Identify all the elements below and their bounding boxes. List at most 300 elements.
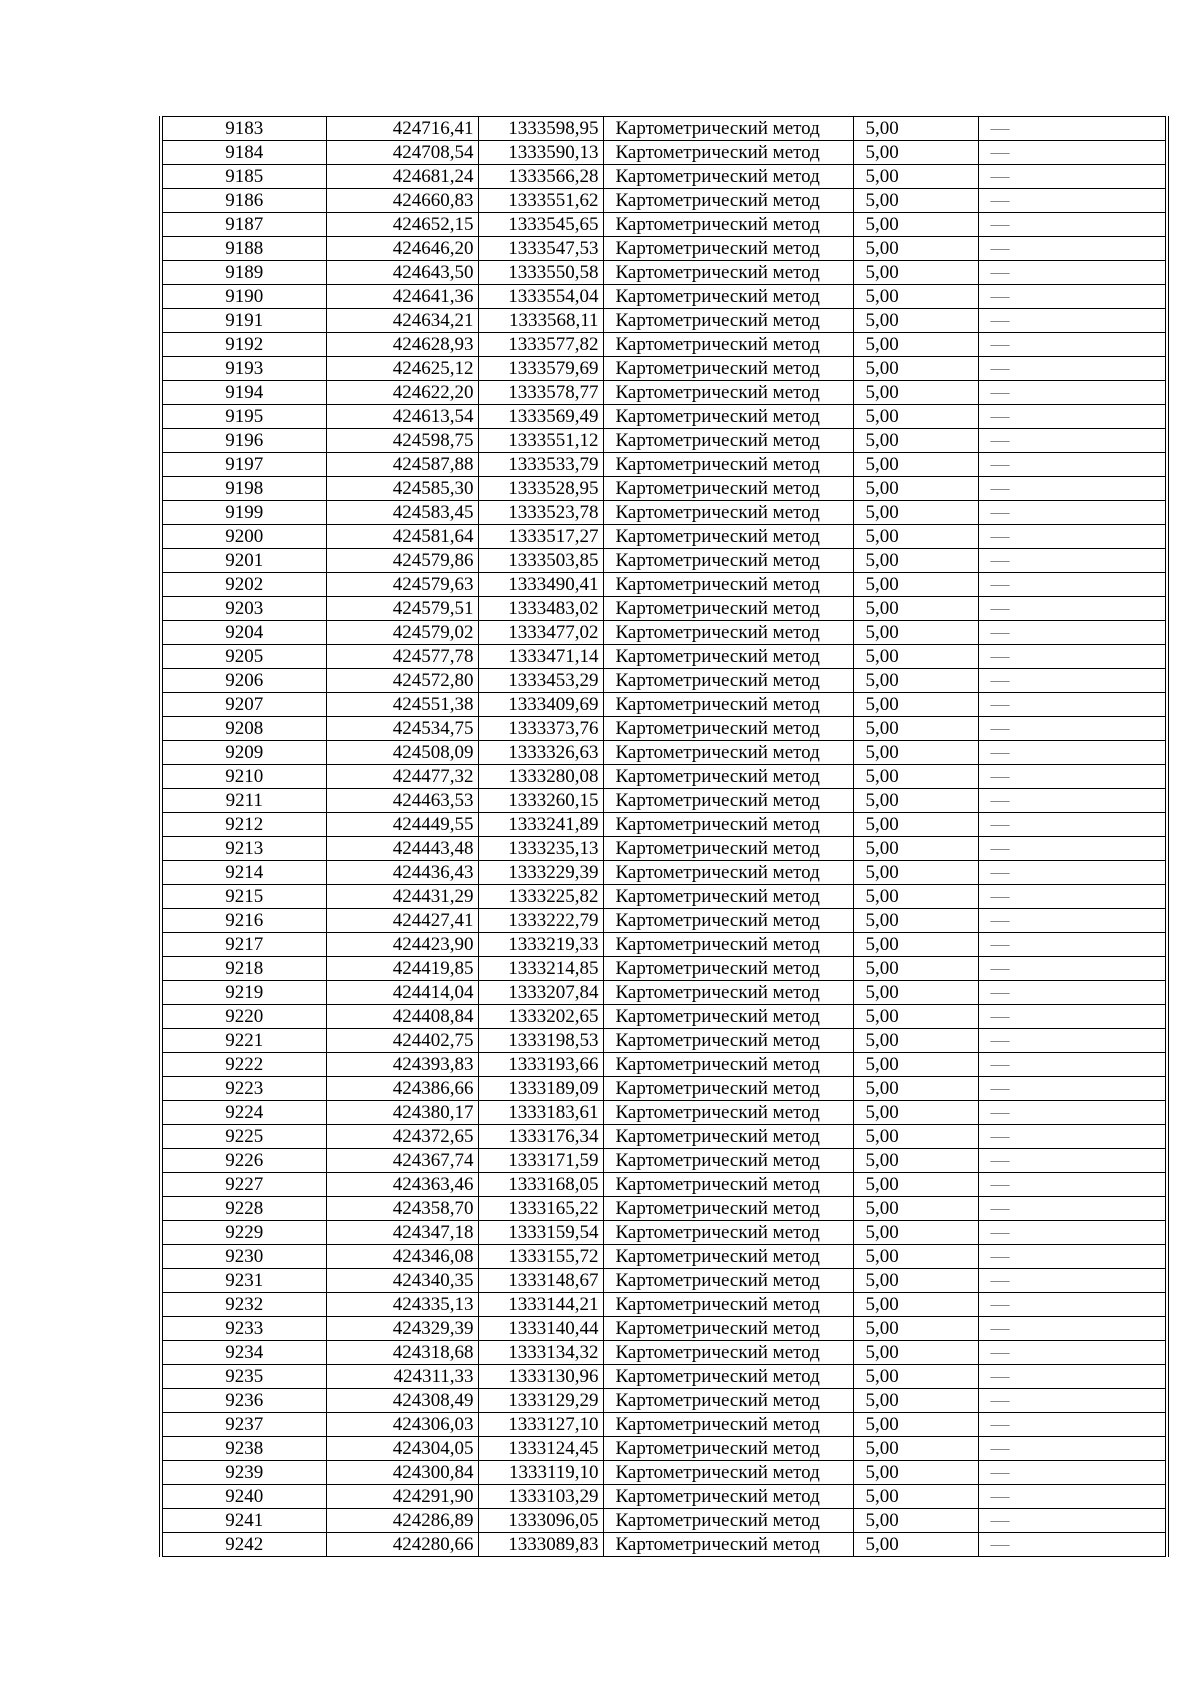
- x-coordinate-cell: 424329,39: [326, 1317, 478, 1341]
- description-cell: —: [978, 453, 1167, 477]
- x-coordinate-cell: 424581,64: [326, 525, 478, 549]
- method-cell: Картометрический метод: [603, 1365, 853, 1389]
- point-number-cell: 9227: [161, 1173, 326, 1197]
- x-coordinate-cell: 424408,84: [326, 1005, 478, 1029]
- description-cell: —: [978, 1389, 1167, 1413]
- table-row: [161, 237, 1167, 261]
- table-row: [161, 1029, 1167, 1053]
- y-coordinate-cell: 1333490,41: [478, 573, 603, 597]
- y-coordinate-cell: 1333202,65: [478, 1005, 603, 1029]
- point-number-cell: 9209: [161, 741, 326, 765]
- method-cell: Картометрический метод: [603, 405, 853, 429]
- x-coordinate-cell: 424431,29: [326, 885, 478, 909]
- description-cell: —: [978, 525, 1167, 549]
- y-coordinate-cell: 1333477,02: [478, 621, 603, 645]
- accuracy-cell: 5,00: [853, 669, 978, 693]
- x-coordinate-cell: 424587,88: [326, 453, 478, 477]
- description-cell: —: [978, 477, 1167, 501]
- description-cell: —: [978, 429, 1167, 453]
- x-coordinate-cell: 424443,48: [326, 837, 478, 861]
- table-row: [161, 549, 1167, 573]
- point-number-cell: 9232: [161, 1293, 326, 1317]
- y-coordinate-cell: 1333554,04: [478, 285, 603, 309]
- table-row: [161, 1437, 1167, 1461]
- method-cell: Картометрический метод: [603, 477, 853, 501]
- y-coordinate-cell: 1333590,13: [478, 141, 603, 165]
- description-cell: —: [978, 1005, 1167, 1029]
- table-row: [161, 477, 1167, 501]
- description-cell: —: [978, 981, 1167, 1005]
- y-coordinate-cell: 1333130,96: [478, 1365, 603, 1389]
- y-coordinate-cell: 1333144,21: [478, 1293, 603, 1317]
- method-cell: Картометрический метод: [603, 213, 853, 237]
- description-cell: —: [978, 501, 1167, 525]
- description-cell: —: [978, 1341, 1167, 1365]
- table-row: [161, 1293, 1167, 1317]
- accuracy-cell: 5,00: [853, 429, 978, 453]
- accuracy-cell: 5,00: [853, 1461, 978, 1485]
- accuracy-cell: 5,00: [853, 597, 978, 621]
- accuracy-cell: 5,00: [853, 885, 978, 909]
- method-cell: Картометрический метод: [603, 117, 853, 141]
- method-cell: Картометрический метод: [603, 1029, 853, 1053]
- x-coordinate-cell: 424318,68: [326, 1341, 478, 1365]
- method-cell: Картометрический метод: [603, 741, 853, 765]
- y-coordinate-cell: 1333207,84: [478, 981, 603, 1005]
- table-row: [161, 1197, 1167, 1221]
- description-cell: —: [978, 645, 1167, 669]
- point-number-cell: 9203: [161, 597, 326, 621]
- description-cell: —: [978, 765, 1167, 789]
- description-cell: —: [978, 261, 1167, 285]
- y-coordinate-cell: 1333124,45: [478, 1437, 603, 1461]
- accuracy-cell: 5,00: [853, 933, 978, 957]
- method-cell: Картометрический метод: [603, 1461, 853, 1485]
- y-coordinate-cell: 1333096,05: [478, 1509, 603, 1533]
- point-number-cell: 9220: [161, 1005, 326, 1029]
- method-cell: Картометрический метод: [603, 717, 853, 741]
- x-coordinate-cell: 424622,20: [326, 381, 478, 405]
- point-number-cell: 9204: [161, 621, 326, 645]
- x-coordinate-cell: 424306,03: [326, 1413, 478, 1437]
- point-number-cell: 9230: [161, 1245, 326, 1269]
- coordinates-table: [159, 116, 1169, 1557]
- point-number-cell: 9236: [161, 1389, 326, 1413]
- table-row: [161, 333, 1167, 357]
- table-row: [161, 141, 1167, 165]
- y-coordinate-cell: 1333577,82: [478, 333, 603, 357]
- x-coordinate-cell: 424716,41: [326, 117, 478, 141]
- x-coordinate-cell: 424449,55: [326, 813, 478, 837]
- table-row: [161, 309, 1167, 333]
- point-number-cell: 9238: [161, 1437, 326, 1461]
- table-row: [161, 1461, 1167, 1485]
- point-number-cell: 9193: [161, 357, 326, 381]
- x-coordinate-cell: 424681,24: [326, 165, 478, 189]
- x-coordinate-cell: 424572,80: [326, 669, 478, 693]
- point-number-cell: 9242: [161, 1533, 326, 1557]
- x-coordinate-cell: 424363,46: [326, 1173, 478, 1197]
- method-cell: Картометрический метод: [603, 597, 853, 621]
- y-coordinate-cell: 1333280,08: [478, 765, 603, 789]
- x-coordinate-cell: 424613,54: [326, 405, 478, 429]
- accuracy-cell: 5,00: [853, 1437, 978, 1461]
- point-number-cell: 9218: [161, 957, 326, 981]
- description-cell: —: [978, 1365, 1167, 1389]
- y-coordinate-cell: 1333545,65: [478, 213, 603, 237]
- method-cell: Картометрический метод: [603, 429, 853, 453]
- description-cell: —: [978, 1197, 1167, 1221]
- point-number-cell: 9205: [161, 645, 326, 669]
- method-cell: Картометрический метод: [603, 237, 853, 261]
- x-coordinate-cell: 424280,66: [326, 1533, 478, 1557]
- accuracy-cell: 5,00: [853, 1173, 978, 1197]
- method-cell: Картометрический метод: [603, 669, 853, 693]
- x-coordinate-cell: 424583,45: [326, 501, 478, 525]
- point-number-cell: 9223: [161, 1077, 326, 1101]
- y-coordinate-cell: 1333241,89: [478, 813, 603, 837]
- table-row: [161, 285, 1167, 309]
- table-row: [161, 957, 1167, 981]
- y-coordinate-cell: 1333148,67: [478, 1269, 603, 1293]
- x-coordinate-cell: 424646,20: [326, 237, 478, 261]
- table-row: [161, 597, 1167, 621]
- accuracy-cell: 5,00: [853, 549, 978, 573]
- description-cell: —: [978, 597, 1167, 621]
- method-cell: Картометрический метод: [603, 1533, 853, 1557]
- table-row: [161, 717, 1167, 741]
- point-number-cell: 9229: [161, 1221, 326, 1245]
- description-cell: —: [978, 333, 1167, 357]
- table-row: [161, 1269, 1167, 1293]
- x-coordinate-cell: 424641,36: [326, 285, 478, 309]
- accuracy-cell: 5,00: [853, 501, 978, 525]
- table-row: [161, 189, 1167, 213]
- table-row: [161, 1125, 1167, 1149]
- accuracy-cell: 5,00: [853, 861, 978, 885]
- accuracy-cell: 5,00: [853, 1509, 978, 1533]
- table-row: [161, 381, 1167, 405]
- table-row: [161, 1053, 1167, 1077]
- point-number-cell: 9216: [161, 909, 326, 933]
- table-row: [161, 573, 1167, 597]
- coordinates-table-body: [161, 117, 1167, 1557]
- description-cell: —: [978, 861, 1167, 885]
- x-coordinate-cell: 424419,85: [326, 957, 478, 981]
- y-coordinate-cell: 1333566,28: [478, 165, 603, 189]
- point-number-cell: 9221: [161, 1029, 326, 1053]
- accuracy-cell: 5,00: [853, 525, 978, 549]
- point-number-cell: 9206: [161, 669, 326, 693]
- y-coordinate-cell: 1333103,29: [478, 1485, 603, 1509]
- accuracy-cell: 5,00: [853, 1077, 978, 1101]
- table-row: [161, 933, 1167, 957]
- table-row: [161, 981, 1167, 1005]
- accuracy-cell: 5,00: [853, 1005, 978, 1029]
- x-coordinate-cell: 424579,63: [326, 573, 478, 597]
- description-cell: —: [978, 573, 1167, 597]
- y-coordinate-cell: 1333183,61: [478, 1101, 603, 1125]
- description-cell: —: [978, 1413, 1167, 1437]
- method-cell: Картометрический метод: [603, 861, 853, 885]
- point-number-cell: 9189: [161, 261, 326, 285]
- accuracy-cell: 5,00: [853, 621, 978, 645]
- x-coordinate-cell: 424579,86: [326, 549, 478, 573]
- method-cell: Картометрический метод: [603, 309, 853, 333]
- description-cell: —: [978, 933, 1167, 957]
- description-cell: —: [978, 909, 1167, 933]
- table-row: [161, 765, 1167, 789]
- method-cell: Картометрический метод: [603, 789, 853, 813]
- x-coordinate-cell: 424311,33: [326, 1365, 478, 1389]
- x-coordinate-cell: 424335,13: [326, 1293, 478, 1317]
- description-cell: —: [978, 693, 1167, 717]
- point-number-cell: 9195: [161, 405, 326, 429]
- accuracy-cell: 5,00: [853, 837, 978, 861]
- method-cell: Картометрический метод: [603, 1245, 853, 1269]
- x-coordinate-cell: 424577,78: [326, 645, 478, 669]
- table-row: [161, 789, 1167, 813]
- method-cell: Картометрический метод: [603, 141, 853, 165]
- y-coordinate-cell: 1333260,15: [478, 789, 603, 813]
- point-number-cell: 9225: [161, 1125, 326, 1149]
- description-cell: —: [978, 1269, 1167, 1293]
- method-cell: Картометрический метод: [603, 1173, 853, 1197]
- method-cell: Картометрический метод: [603, 1485, 853, 1509]
- method-cell: Картометрический метод: [603, 1317, 853, 1341]
- y-coordinate-cell: 1333119,10: [478, 1461, 603, 1485]
- accuracy-cell: 5,00: [853, 213, 978, 237]
- x-coordinate-cell: 424652,15: [326, 213, 478, 237]
- x-coordinate-cell: 424625,12: [326, 357, 478, 381]
- table-row: [161, 1149, 1167, 1173]
- accuracy-cell: 5,00: [853, 645, 978, 669]
- accuracy-cell: 5,00: [853, 189, 978, 213]
- point-number-cell: 9196: [161, 429, 326, 453]
- x-coordinate-cell: 424436,43: [326, 861, 478, 885]
- point-number-cell: 9197: [161, 453, 326, 477]
- table-row: [161, 453, 1167, 477]
- point-number-cell: 9219: [161, 981, 326, 1005]
- point-number-cell: 9188: [161, 237, 326, 261]
- table-row: [161, 1317, 1167, 1341]
- point-number-cell: 9214: [161, 861, 326, 885]
- description-cell: —: [978, 285, 1167, 309]
- description-cell: —: [978, 1485, 1167, 1509]
- accuracy-cell: 5,00: [853, 693, 978, 717]
- description-cell: —: [978, 165, 1167, 189]
- y-coordinate-cell: 1333326,63: [478, 741, 603, 765]
- x-coordinate-cell: 424304,05: [326, 1437, 478, 1461]
- description-cell: —: [978, 1461, 1167, 1485]
- x-coordinate-cell: 424414,04: [326, 981, 478, 1005]
- accuracy-cell: 5,00: [853, 765, 978, 789]
- table-row: [161, 837, 1167, 861]
- x-coordinate-cell: 424585,30: [326, 477, 478, 501]
- method-cell: Картометрический метод: [603, 837, 853, 861]
- point-number-cell: 9191: [161, 309, 326, 333]
- point-number-cell: 9198: [161, 477, 326, 501]
- x-coordinate-cell: 424358,70: [326, 1197, 478, 1221]
- point-number-cell: 9202: [161, 573, 326, 597]
- table-row: [161, 1341, 1167, 1365]
- method-cell: Картометрический метод: [603, 381, 853, 405]
- point-number-cell: 9201: [161, 549, 326, 573]
- y-coordinate-cell: 1333219,33: [478, 933, 603, 957]
- x-coordinate-cell: 424477,32: [326, 765, 478, 789]
- table-row: [161, 1101, 1167, 1125]
- x-coordinate-cell: 424628,93: [326, 333, 478, 357]
- method-cell: Картометрический метод: [603, 1221, 853, 1245]
- table-row: [161, 117, 1167, 141]
- method-cell: Картометрический метод: [603, 981, 853, 1005]
- accuracy-cell: 5,00: [853, 1293, 978, 1317]
- y-coordinate-cell: 1333550,58: [478, 261, 603, 285]
- y-coordinate-cell: 1333214,85: [478, 957, 603, 981]
- accuracy-cell: 5,00: [853, 1485, 978, 1509]
- point-number-cell: 9185: [161, 165, 326, 189]
- x-coordinate-cell: 424347,18: [326, 1221, 478, 1245]
- method-cell: Картометрический метод: [603, 285, 853, 309]
- method-cell: Картометрический метод: [603, 1509, 853, 1533]
- method-cell: Картометрический метод: [603, 333, 853, 357]
- table-row: [161, 1077, 1167, 1101]
- x-coordinate-cell: 424308,49: [326, 1389, 478, 1413]
- accuracy-cell: 5,00: [853, 165, 978, 189]
- point-number-cell: 9210: [161, 765, 326, 789]
- description-cell: —: [978, 789, 1167, 813]
- point-number-cell: 9224: [161, 1101, 326, 1125]
- x-coordinate-cell: 424423,90: [326, 933, 478, 957]
- accuracy-cell: 5,00: [853, 573, 978, 597]
- description-cell: —: [978, 1125, 1167, 1149]
- x-coordinate-cell: 424551,38: [326, 693, 478, 717]
- method-cell: Картометрический метод: [603, 813, 853, 837]
- point-number-cell: 9187: [161, 213, 326, 237]
- x-coordinate-cell: 424579,02: [326, 621, 478, 645]
- table-row: [161, 1413, 1167, 1437]
- method-cell: Картометрический метод: [603, 1413, 853, 1437]
- y-coordinate-cell: 1333159,54: [478, 1221, 603, 1245]
- x-coordinate-cell: 424579,51: [326, 597, 478, 621]
- description-cell: —: [978, 141, 1167, 165]
- accuracy-cell: 5,00: [853, 1125, 978, 1149]
- point-number-cell: 9239: [161, 1461, 326, 1485]
- table-row: [161, 501, 1167, 525]
- point-number-cell: 9213: [161, 837, 326, 861]
- x-coordinate-cell: 424427,41: [326, 909, 478, 933]
- y-coordinate-cell: 1333089,83: [478, 1533, 603, 1557]
- accuracy-cell: 5,00: [853, 981, 978, 1005]
- point-number-cell: 9184: [161, 141, 326, 165]
- description-cell: —: [978, 837, 1167, 861]
- method-cell: Картометрический метод: [603, 1197, 853, 1221]
- point-number-cell: 9211: [161, 789, 326, 813]
- accuracy-cell: 5,00: [853, 1149, 978, 1173]
- table-row: [161, 357, 1167, 381]
- table-row: [161, 165, 1167, 189]
- table-row: [161, 429, 1167, 453]
- point-number-cell: 9228: [161, 1197, 326, 1221]
- y-coordinate-cell: 1333225,82: [478, 885, 603, 909]
- y-coordinate-cell: 1333471,14: [478, 645, 603, 669]
- point-number-cell: 9226: [161, 1149, 326, 1173]
- table-row: [161, 1245, 1167, 1269]
- description-cell: —: [978, 1437, 1167, 1461]
- y-coordinate-cell: 1333193,66: [478, 1053, 603, 1077]
- x-coordinate-cell: 424508,09: [326, 741, 478, 765]
- description-cell: —: [978, 957, 1167, 981]
- y-coordinate-cell: 1333229,39: [478, 861, 603, 885]
- point-number-cell: 9208: [161, 717, 326, 741]
- accuracy-cell: 5,00: [853, 1221, 978, 1245]
- point-number-cell: 9241: [161, 1509, 326, 1533]
- y-coordinate-cell: 1333517,27: [478, 525, 603, 549]
- x-coordinate-cell: 424534,75: [326, 717, 478, 741]
- description-cell: —: [978, 1317, 1167, 1341]
- y-coordinate-cell: 1333568,11: [478, 309, 603, 333]
- description-cell: —: [978, 741, 1167, 765]
- table-row: [161, 1005, 1167, 1029]
- point-number-cell: 9215: [161, 885, 326, 909]
- y-coordinate-cell: 1333503,85: [478, 549, 603, 573]
- x-coordinate-cell: 424598,75: [326, 429, 478, 453]
- table-row: [161, 621, 1167, 645]
- y-coordinate-cell: 1333551,62: [478, 189, 603, 213]
- accuracy-cell: 5,00: [853, 957, 978, 981]
- y-coordinate-cell: 1333168,05: [478, 1173, 603, 1197]
- x-coordinate-cell: 424708,54: [326, 141, 478, 165]
- point-number-cell: 9237: [161, 1413, 326, 1437]
- method-cell: Картометрический метод: [603, 885, 853, 909]
- table-row: [161, 645, 1167, 669]
- description-cell: —: [978, 885, 1167, 909]
- x-coordinate-cell: 424634,21: [326, 309, 478, 333]
- table-row: [161, 261, 1167, 285]
- method-cell: Картометрический метод: [603, 549, 853, 573]
- method-cell: Картометрический метод: [603, 357, 853, 381]
- table-row: [161, 861, 1167, 885]
- description-cell: —: [978, 1029, 1167, 1053]
- point-number-cell: 9231: [161, 1269, 326, 1293]
- y-coordinate-cell: 1333551,12: [478, 429, 603, 453]
- method-cell: Картометрический метод: [603, 1389, 853, 1413]
- accuracy-cell: 5,00: [853, 909, 978, 933]
- accuracy-cell: 5,00: [853, 1533, 978, 1557]
- y-coordinate-cell: 1333533,79: [478, 453, 603, 477]
- y-coordinate-cell: 1333547,53: [478, 237, 603, 261]
- point-number-cell: 9207: [161, 693, 326, 717]
- accuracy-cell: 5,00: [853, 1389, 978, 1413]
- accuracy-cell: 5,00: [853, 813, 978, 837]
- table-row: [161, 525, 1167, 549]
- point-number-cell: 9183: [161, 117, 326, 141]
- x-coordinate-cell: 424402,75: [326, 1029, 478, 1053]
- method-cell: Картометрический метод: [603, 1437, 853, 1461]
- point-number-cell: 9186: [161, 189, 326, 213]
- x-coordinate-cell: 424286,89: [326, 1509, 478, 1533]
- accuracy-cell: 5,00: [853, 117, 978, 141]
- description-cell: —: [978, 813, 1167, 837]
- description-cell: —: [978, 1509, 1167, 1533]
- y-coordinate-cell: 1333165,22: [478, 1197, 603, 1221]
- point-number-cell: 9217: [161, 933, 326, 957]
- accuracy-cell: 5,00: [853, 261, 978, 285]
- x-coordinate-cell: 424367,74: [326, 1149, 478, 1173]
- y-coordinate-cell: 1333222,79: [478, 909, 603, 933]
- point-number-cell: 9233: [161, 1317, 326, 1341]
- accuracy-cell: 5,00: [853, 1029, 978, 1053]
